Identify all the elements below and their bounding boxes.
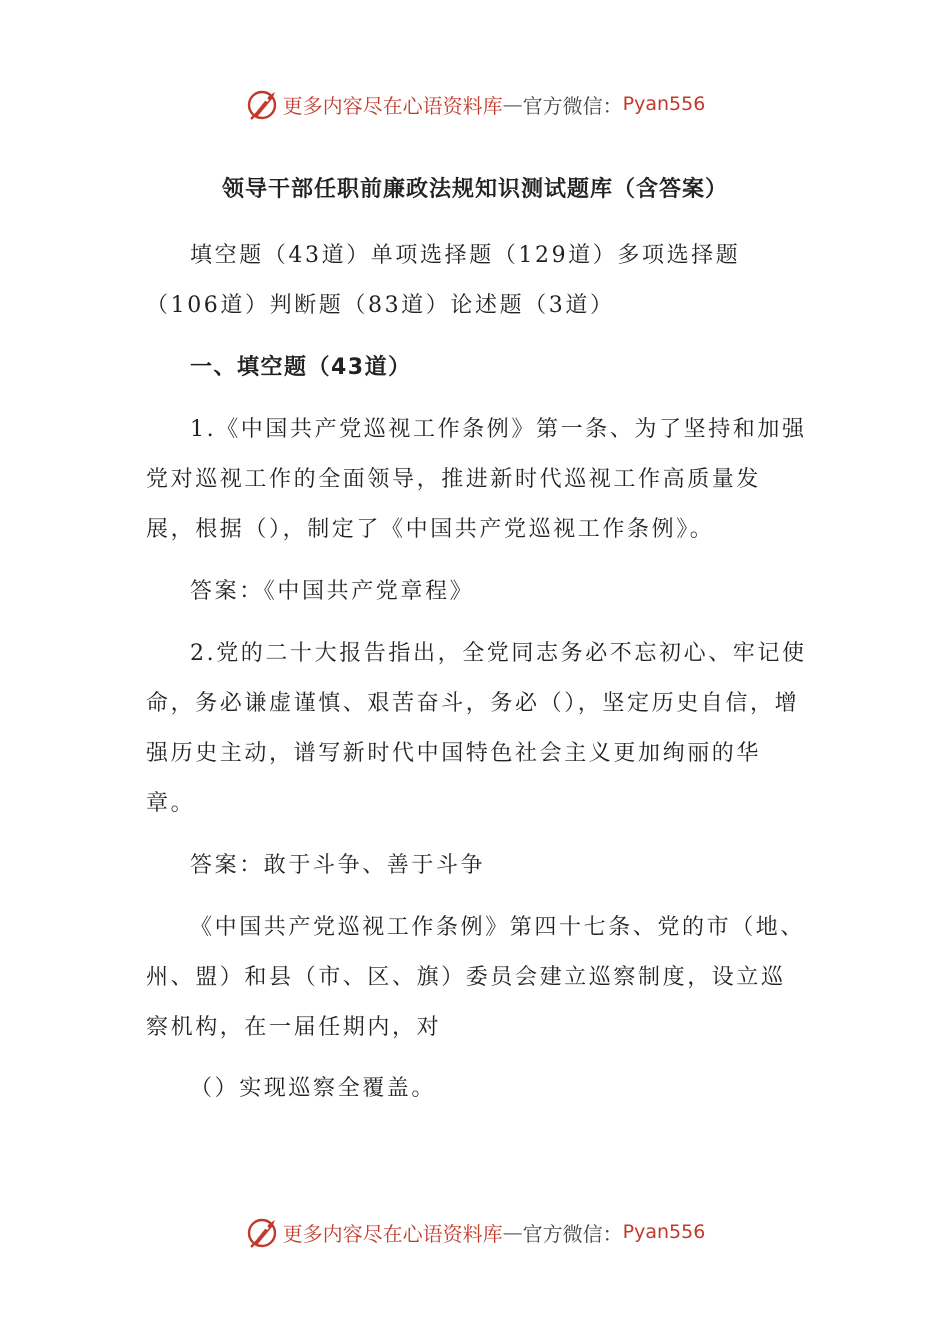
question-3-continued: （）实现巡察全覆盖。: [190, 1076, 437, 1101]
answer-1: 答案：《中国共产党章程》: [190, 579, 475, 604]
header-banner: [0, 84, 950, 124]
answer-2: 答案：敢于斗争、善于斗争: [190, 853, 486, 878]
document-body: [146, 231, 808, 1126]
footer-wechat-label: 官方微信：: [522, 1221, 623, 1246]
header-wechat-label: 官方微信：: [522, 93, 623, 118]
document-title: 领导干部任职前廉政法规知识测试题库（含答案）: [221, 177, 728, 202]
header-wechat-id: Pyan556: [622, 93, 706, 115]
question-3: 《中国共产党巡视工作条例》第四十七条、党的市（地、州、盟）和县（市、区、旗）委员会建立巡察制度，设立巡察机构，在一届任期内，对: [146, 915, 806, 1040]
footer-banner: [0, 1212, 950, 1252]
question-1: 1.《中国共产党巡视工作条例》第一条、为了坚持和加强党对巡视工作的全面领导，推进新时代巡视工作高质量发展，根据（），制定了《中国共产党巡视工作条例》。: [146, 417, 807, 542]
question-type-overview: 填空题（43道）单项选择题（129道）多项选择题（106道）判断题（83道）论述题（3道）: [146, 243, 741, 318]
footer-wechat-id: Pyan556: [622, 1221, 706, 1243]
header-promo-text: 更多内容尽在心语资料库: [282, 93, 503, 118]
footer-promo-text: 更多内容尽在心语资料库: [282, 1221, 503, 1246]
question-2: 2.党的二十大报告指出，全党同志务必不忘初心、牢记使命，务必谦虚谨慎、艰苦奋斗，务必（），坚定历史自信，增强历史主动，谱写新时代中国特色社会主义更加绚丽的华章。: [146, 641, 807, 816]
header-separator: —: [502, 92, 523, 116]
section-heading: 一、填空题（43道）: [190, 355, 412, 380]
pen-nib-logo-icon: [245, 86, 281, 122]
pen-nib-logo-icon: [245, 1214, 281, 1250]
footer-separator: —: [502, 1220, 523, 1244]
